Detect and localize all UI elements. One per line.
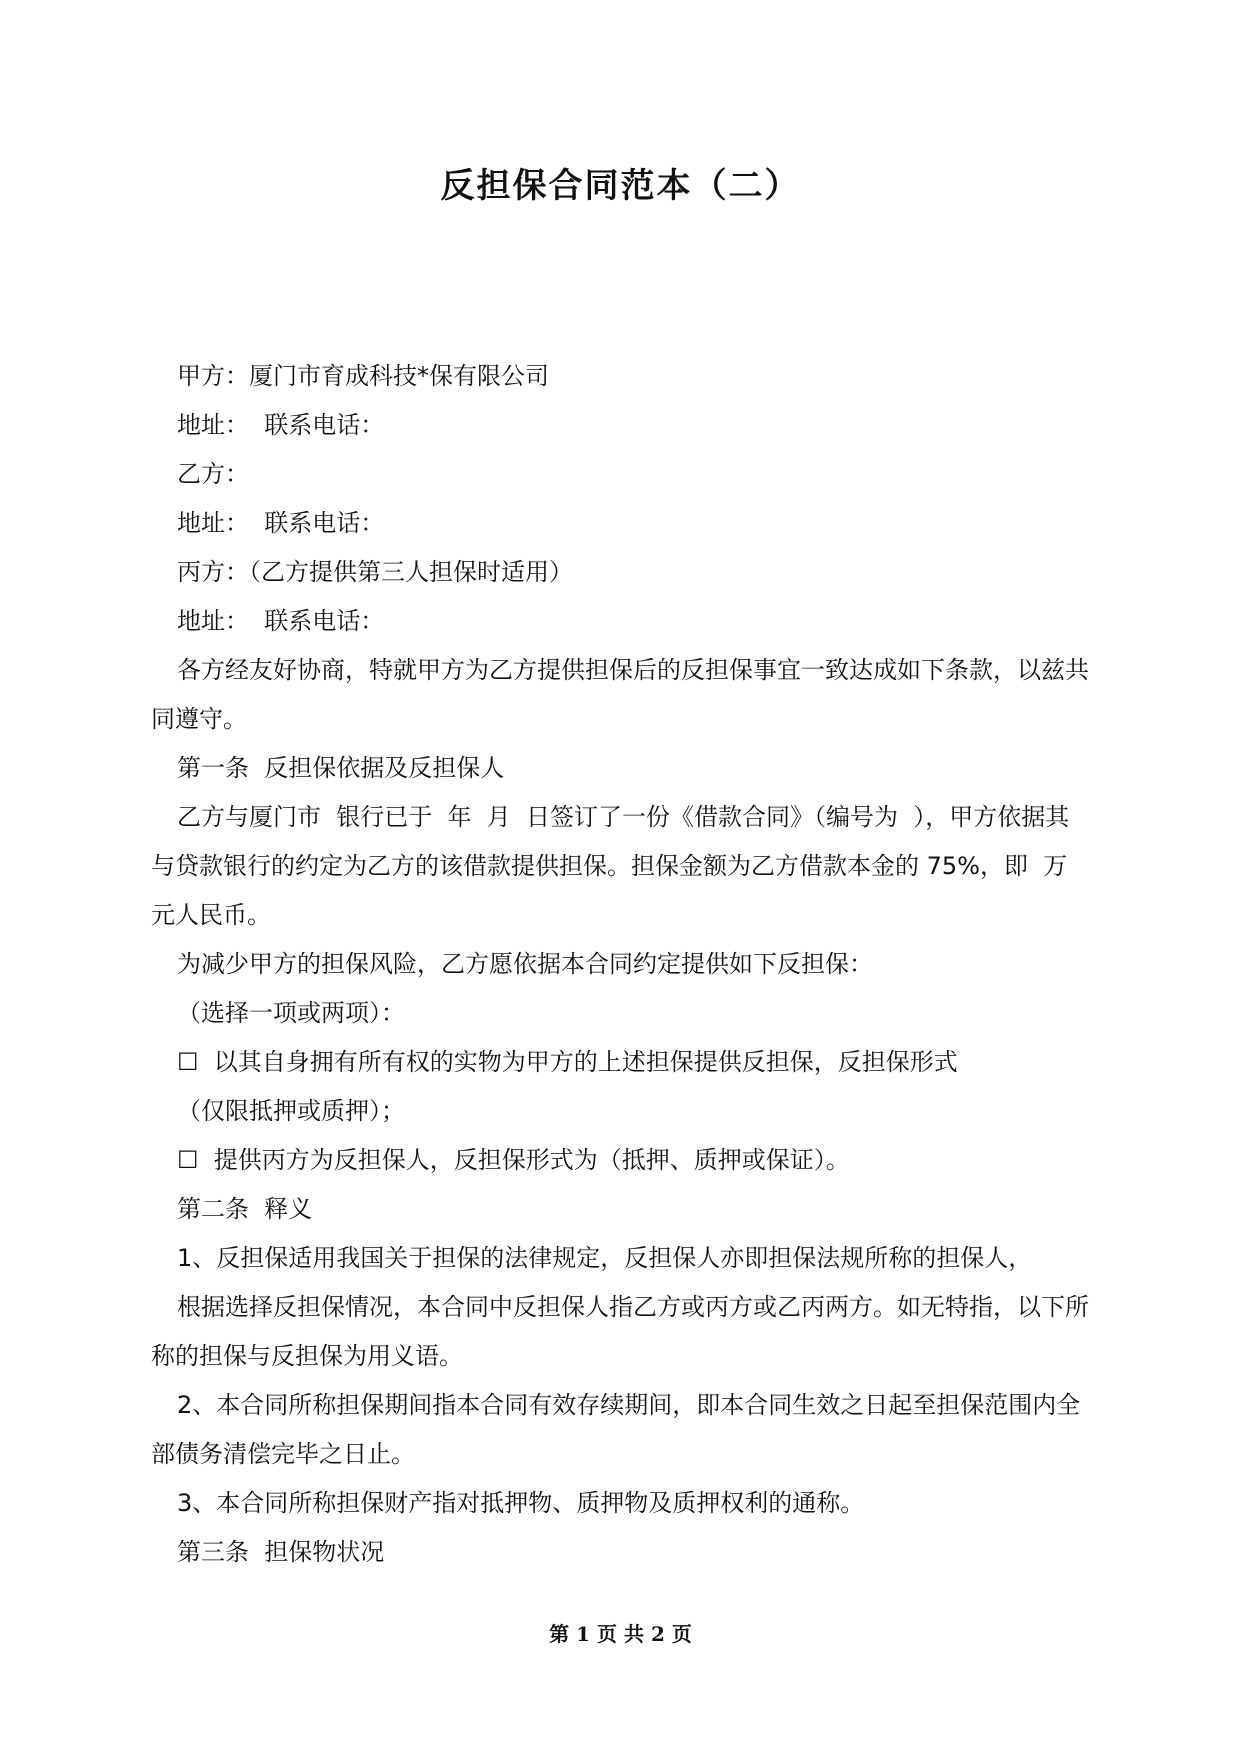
party-c-line: 丙方：（乙方提供第三人担保时适用） — [177, 558, 573, 586]
article-2-clause-2: 2、本合同所称担保期间指本合同有效存续期间，即本合同生效之日起至担保范围内全部债务清偿完毕之日止。 — [151, 1391, 1081, 1468]
article-2-clause-1-continued: 根据选择反担保情况，本合同中反担保人指乙方或丙方或乙丙两方。如无特指，以下所称的担保与反担保为用义语。 — [151, 1293, 1089, 1370]
page-footer: 第 1 页 共 2 页 — [549, 1622, 692, 1646]
article-1-intent-paragraph: 为减少甲方的担保风险，乙方愿依据本合同约定提供如下反担保： — [177, 950, 873, 978]
party-a-address-line: 地址： 联系电话： — [177, 411, 385, 439]
party-a-line: 甲方：厦门市育成科技*保有限公司 — [177, 362, 549, 390]
article-3-heading: 第三条 担保物状况 — [177, 1538, 385, 1566]
option-1-note: （仅限抵押或质押）； — [177, 1097, 405, 1125]
document-title: 反担保合同范本（二） — [440, 166, 801, 206]
article-2-heading: 第二条 释义 — [177, 1195, 313, 1223]
option-1-line: ☐ 以其自身拥有所有权的实物为甲方的上述担保提供反担保，反担保形式 — [177, 1048, 958, 1076]
party-b-line: 乙方： — [177, 460, 249, 488]
preamble-paragraph: 各方经友好协商，特就甲方为乙方提供担保后的反担保事宜一致达成如下条款，以兹共同遵守。 — [151, 656, 1089, 733]
article-1-paragraph: 乙方与厦门市 银行已于 年 月 日签订了一份《借款合同》（编号为 ），甲方依据其与贷款银行的约定为乙方的该借款提供担保。担保金额为乙方借款本金的 75%，即 万元人民币。 — [151, 803, 1070, 929]
document-body — [151, 352, 1091, 1577]
article-2-clause-1: 1、反担保适用我国关于担保的法律规定，反担保人亦即担保法规所称的担保人， — [177, 1244, 1033, 1272]
party-c-address-line: 地址： 联系电话： — [177, 607, 385, 635]
article-1-heading: 第一条 反担保依据及反担保人 — [177, 754, 505, 782]
option-instruction: （选择一项或两项）： — [177, 999, 405, 1027]
party-b-address-line: 地址： 联系电话： — [177, 509, 385, 537]
article-2-clause-3: 3、本合同所称担保财产指对抵押物、质押物及质押权利的通称。 — [177, 1489, 865, 1517]
option-2-line: ☐ 提供丙方为反担保人，反担保形式为（抵押、质押或保证）。 — [177, 1146, 850, 1174]
